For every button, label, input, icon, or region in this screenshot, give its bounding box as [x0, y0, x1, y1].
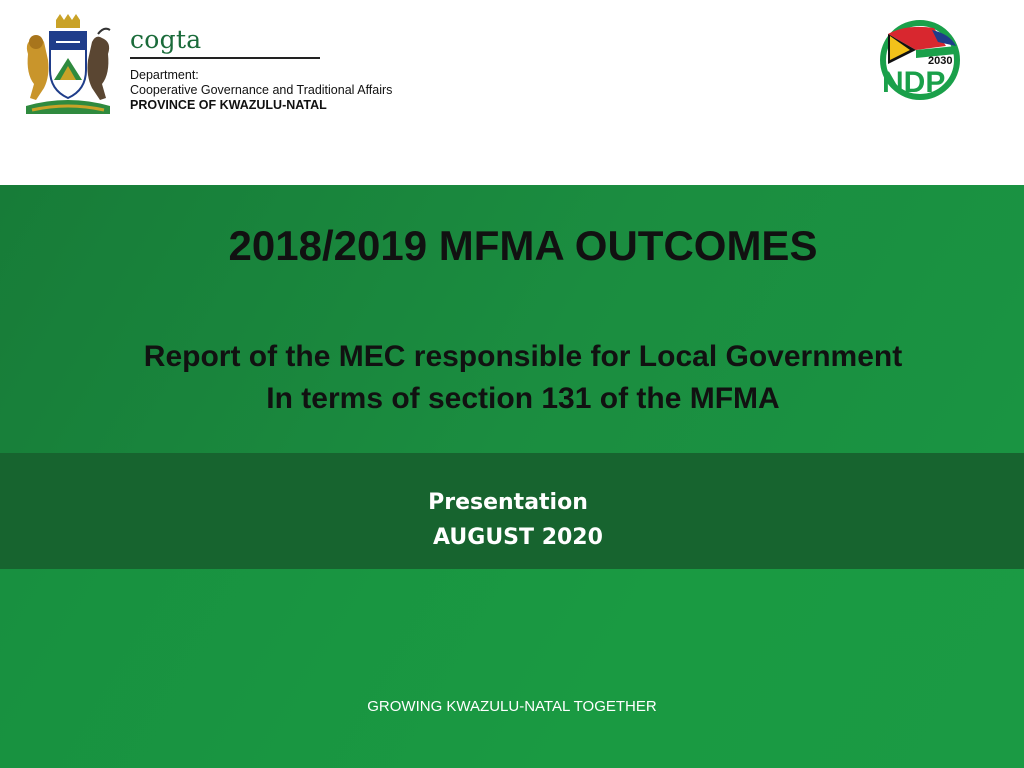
brand-divider [130, 57, 320, 59]
department-label: Department: [130, 68, 199, 82]
ndp-2030-logo-icon [876, 20, 966, 102]
cogta-brand-block [130, 26, 392, 113]
cogta-wordmark: cogta [130, 25, 202, 54]
presentation-label: Presentation [428, 490, 588, 515]
kzn-coat-of-arms-icon [18, 14, 118, 118]
presentation-date: AUGUST 2020 [433, 525, 603, 550]
slide-subtitle-line-1: Report of the MEC responsible for Local Government [143, 340, 903, 373]
department-name: Cooperative Governance and Traditional Affairs [130, 83, 393, 97]
ndp-year-text: 2030 [928, 55, 953, 67]
slide-title: 2018/2019 MFMA OUTCOMES [228, 222, 818, 269]
slide-header [0, 0, 1024, 185]
footer-tagline: GROWING KWAZULU-NATAL TOGETHER [367, 698, 657, 715]
ndp-acronym-text: NDP [882, 66, 946, 99]
province-name: PROVINCE OF KWAZULU-NATAL [130, 98, 327, 112]
slide-subtitle-line-2: In terms of section 131 of the MFMA [266, 382, 780, 415]
footer-band [0, 569, 1024, 768]
